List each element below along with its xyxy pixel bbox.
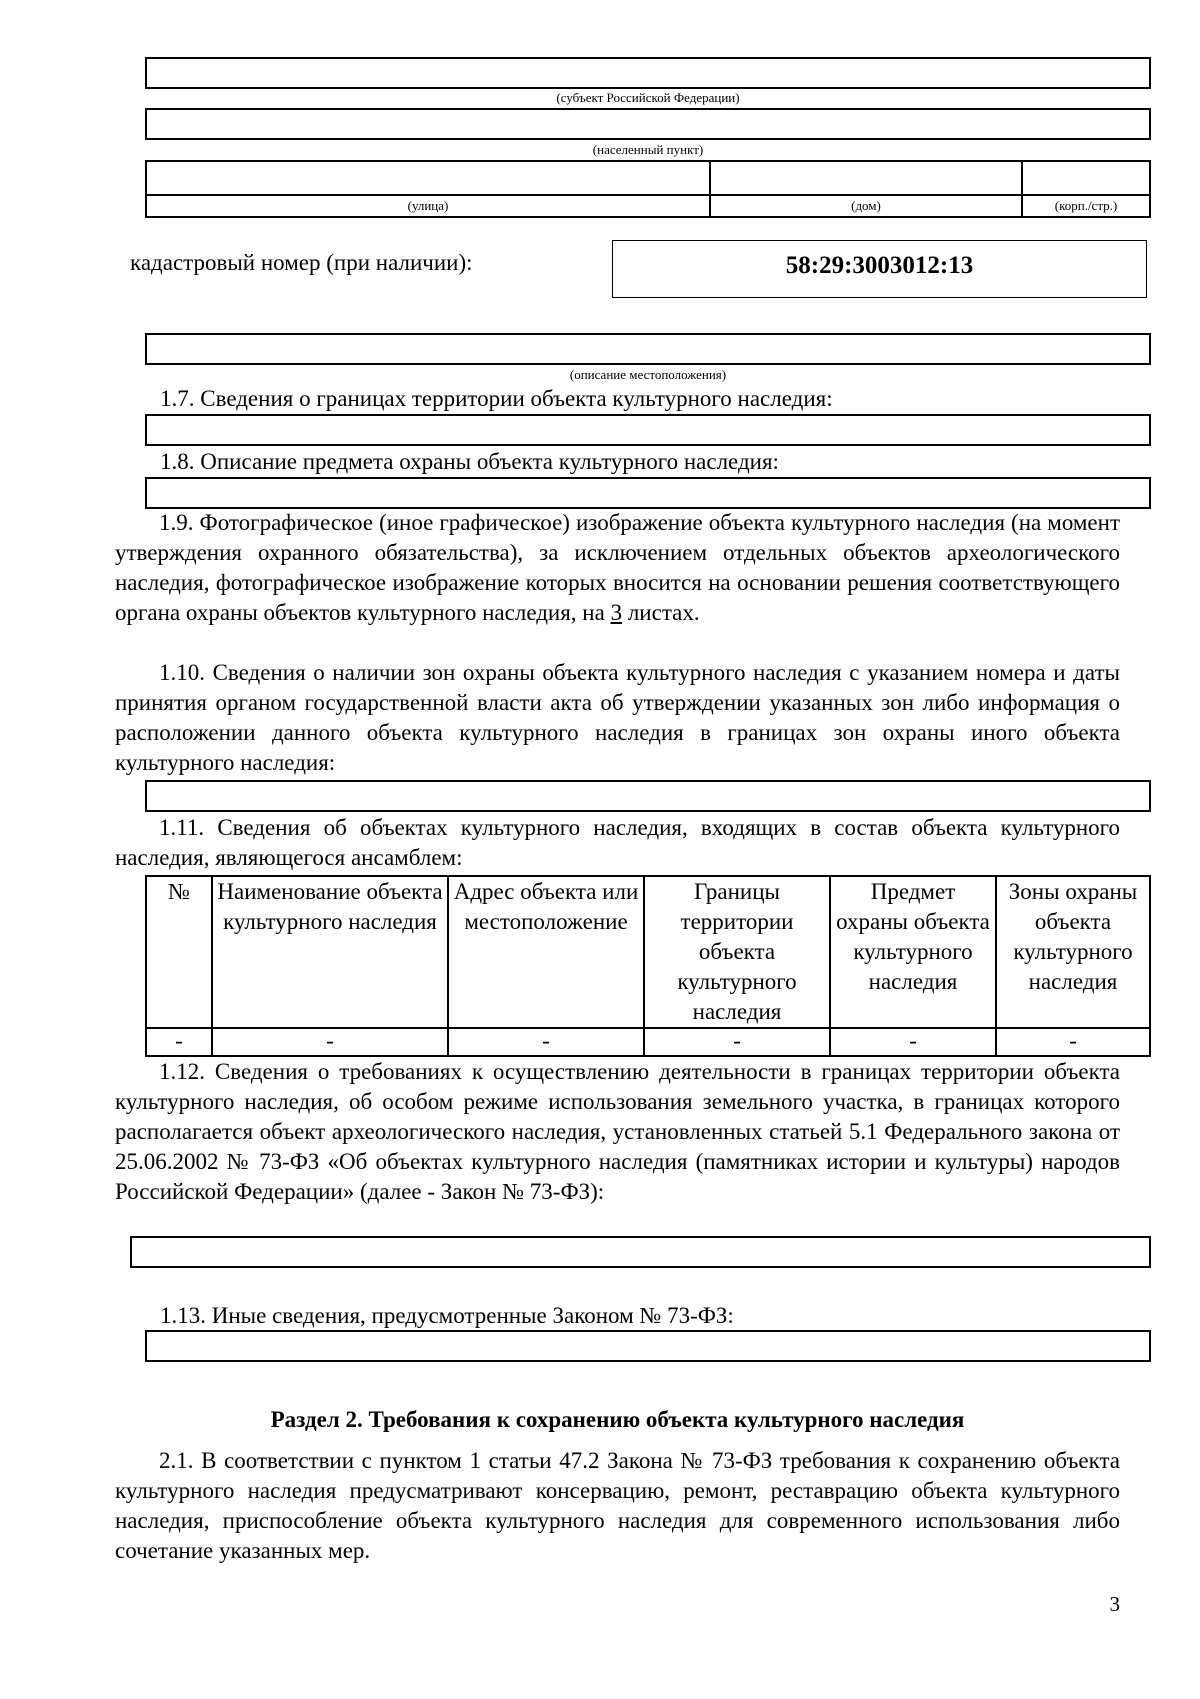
sheets-count: 3: [610, 600, 623, 625]
street-house-table: [145, 160, 1151, 218]
cell-boundaries: -: [644, 1028, 830, 1056]
col-number: №: [146, 876, 212, 1028]
section-1-10: 1.10. Сведения о наличии зон охраны объекта культурного наследия с указанием номера и даты принятия органом государственной власти акта об утверждении указанных зон либо информация о расположении данного объекта культурного наследия в границах зон охраны иного объекта культурного наследия:: [115, 660, 1120, 775]
col-name: Наименование объекта культурного наследия: [212, 876, 448, 1028]
zones-field: [145, 780, 1151, 812]
section-1-8: 1.8. Описание предмета охраны объекта культурного наследия:: [160, 449, 779, 474]
section-1-13: 1.13. Иные сведения, предусмотренные Законом № 73-ФЗ:: [160, 1303, 734, 1328]
cell-number: -: [146, 1028, 212, 1056]
ensemble-header-row: [146, 876, 1150, 1028]
cadastral-value-box: [612, 240, 1147, 298]
table-row: [146, 1028, 1150, 1056]
boundaries-field: [145, 414, 1151, 446]
cell-zones: -: [996, 1028, 1150, 1056]
street-field: [146, 161, 710, 195]
building-caption: (корп./стр.): [1022, 195, 1150, 217]
section-2-1: 2.1. В соответствии с пунктом 1 статьи 47.2 Закона № 73-ФЗ требования к сохранению объекта культурного наследия предусматривают консервацию, ремонт, реставрацию объекта культурного наследия, приспособление объекта культурного наследия для современного использования либо сочетание указанных мер.: [115, 1448, 1120, 1563]
locality-caption: (населенный пункт): [592, 142, 704, 157]
street-caption: (улица): [146, 195, 710, 217]
section-1-9-text: 1.9. Фотографическое (иное графическое) изображение объекта культурного наследия (на момент утверждения охранного обязательства), за исключением отдельных объектов археологического наследия, фотографическое изображение которых вносится на основании решения соответствующего органа охраны объектов культурного наследия, на: [115, 510, 1120, 625]
cadastral-label: кадастровый номер (при наличии):: [130, 250, 473, 275]
cell-name: -: [212, 1028, 448, 1056]
col-subject: Предмет охраны объекта культурного наследия: [830, 876, 996, 1028]
col-zones: Зоны охраны объекта культурного наследия: [996, 876, 1150, 1028]
subject-caption: (субъект Российской Федерации): [556, 90, 740, 105]
subject-field: [145, 57, 1151, 89]
cell-subject: -: [830, 1028, 996, 1056]
house-field: [710, 161, 1022, 195]
col-boundaries: Границы территории объекта культурного наследия: [644, 876, 830, 1028]
requirements-field: [130, 1236, 1151, 1268]
protection-subject-field: [145, 477, 1151, 509]
page-number: 3: [1109, 1592, 1120, 1616]
cadastral-value: 58:29:3003012:13: [785, 252, 974, 279]
location-field: [145, 333, 1151, 365]
cell-address: -: [448, 1028, 644, 1056]
other-info-field: [145, 1330, 1151, 1362]
section-1-9: [115, 508, 1120, 628]
location-caption: (описание местоположения): [569, 367, 727, 382]
building-field: [1022, 161, 1150, 195]
col-address: Адрес объекта или местоположение: [448, 876, 644, 1028]
house-caption: (дом): [710, 195, 1022, 217]
section-1-11: 1.11. Сведения об объектах культурного наследия, входящих в состав объекта культурного наследия, являющегося ансамблем:: [115, 815, 1120, 870]
section-1-7: 1.7. Сведения о границах территории объекта культурного наследия:: [160, 386, 833, 411]
locality-field: [145, 108, 1151, 140]
section-2-title: Раздел 2. Требования к сохранению объекта культурного наследия: [270, 1407, 965, 1432]
sheets-tail: листах.: [622, 600, 700, 625]
section-1-12: 1.12. Сведения о требованиях к осуществлению деятельности в границах территории объекта культурного наследия, об особом режиме использования земельного участка, в границах которого располагается объект археологического наследия, установленных статьей 5.1 Федерального закона от 25.06.2002 № 73-ФЗ «Об объектах культурного наследия (памятниках истории и культуры) народов Российской Федерации» (далее - Закон № 73-ФЗ):: [115, 1059, 1120, 1204]
ensemble-table: [145, 875, 1151, 1057]
